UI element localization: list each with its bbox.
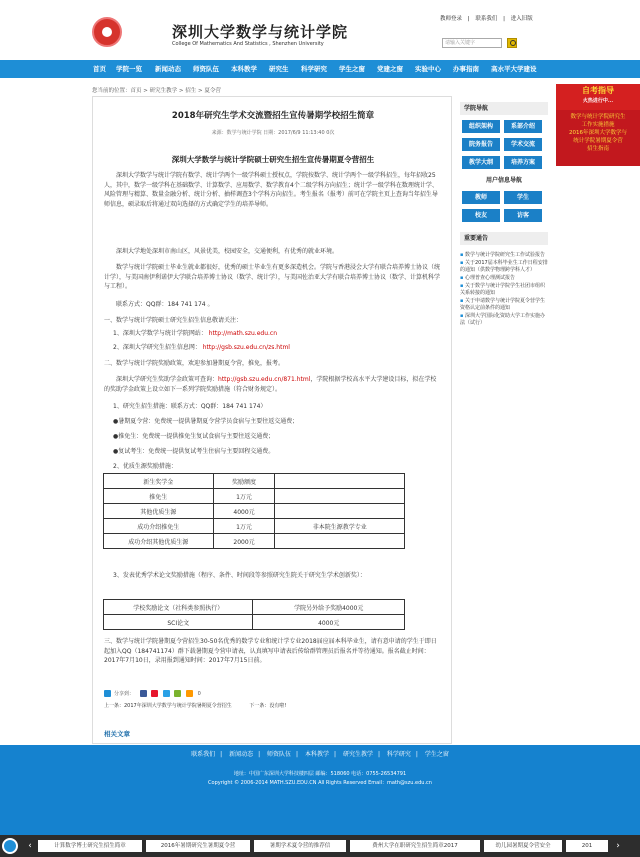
sidebar-btn-visitor[interactable]: 访客 — [504, 209, 542, 222]
notice-item[interactable]: ▪ 心理普查心理测试报告 — [460, 275, 548, 282]
footer-link[interactable]: 新闻动态 — [229, 751, 254, 758]
more-share-icon[interactable] — [186, 690, 193, 697]
table-cell: 学校奖励论文（社科类参照执行） — [104, 600, 253, 615]
policy-link[interactable]: http://gsb.szu.edu.cn/871.html — [218, 376, 311, 383]
table-row — [104, 519, 405, 534]
paragraph-intro: 深圳大学数学与统计学院有数学、统计学两个一级学科硕士授权点，学院按数学、统计学两个一级学科招生，每年招收25人，其中，数学一级学科在基础数学、计算数学、应用数学、数学教育4个二级学科方向招生；统计学一级学科在数理统计学、风险管理与精算、数量金融分析、统计分析、抽样调查3个学科方向招生。考生报名（报考）前可在学院主页上查询当年招生导师信息，硕录取后将通过双向选择的方式确定学生的培养导师。 — [104, 172, 438, 208]
policy-text-tail: ，学院根据学校高水平大学建设目标，拟在学校的奖助学金政策上设立如下一系列学院奖励措施（符合财务规定）。 — [104, 376, 437, 393]
ticker-logo-icon[interactable] — [2, 838, 18, 854]
table-cell: 推免生 — [104, 489, 214, 504]
next-article-link[interactable]: 下一条：没有啦! — [249, 703, 287, 709]
section-2-paragraph — [104, 375, 440, 394]
main-nav — [0, 60, 640, 78]
ticker-item[interactable]: 201 — [566, 840, 608, 852]
section-2-heading: 二、数学与统计学院奖励政策，欢迎参加暑期夏令营，推免，报考。 — [104, 360, 285, 367]
section-1-item-2 — [113, 343, 433, 353]
nav-college[interactable]: 学院一览 — [116, 65, 142, 73]
ad-line: 数学与统计学院研究生 — [570, 114, 626, 120]
ticker-next-icon[interactable]: › — [616, 841, 620, 851]
sidebar-btn-depts[interactable]: 系部介绍 — [504, 120, 542, 133]
university-seal-logo[interactable] — [92, 17, 122, 47]
section-1-item-1 — [113, 329, 433, 339]
sidebar-user-title: 用户信息导航 — [460, 174, 548, 187]
separator: | — [503, 16, 505, 22]
footer-link[interactable]: 联系我们 — [191, 751, 216, 758]
sidebar-notice-title: 重要通告 — [460, 232, 548, 245]
ad-graduate-banner[interactable] — [556, 110, 640, 166]
policy-text: 深圳大学研究生奖助学金政策可查询： — [116, 376, 219, 383]
nav-research[interactable]: 科学研究 — [301, 65, 327, 73]
section-1-heading: 一、数学与统计学院硕士研究生招生信息敬请关注： — [104, 317, 243, 324]
table-cell: 学院另外给予奖励4000元 — [253, 600, 405, 615]
footer-address: 地址：中国广东深圳大学科技楼四层 邮编：518060 电话：0755-26534791 — [233, 771, 407, 777]
notice-item[interactable]: ▪ 关于数学与统计学院学生社团市组织关系转接的通知 — [460, 283, 548, 297]
notice-item[interactable]: ▪ 关于2017届本科毕业生工作日程安排的通知（供数学物理跨学科人才） — [460, 260, 548, 274]
search-input[interactable]: 请输入关键字 — [442, 38, 502, 48]
bullet-summer-camp: ●暑期夏令营：免费统一提供暑期夏令营学员食宿与主要往返交通费； — [113, 418, 299, 425]
table-row — [104, 600, 405, 615]
table-cell — [275, 534, 405, 549]
nav-high-level[interactable]: 高水平大学建设 — [491, 65, 537, 73]
table-header: 奖励额度 — [213, 474, 275, 489]
share-label: 分享到： — [114, 691, 135, 697]
table-cell: 2000元 — [213, 534, 275, 549]
nav-home[interactable]: 首页 — [93, 65, 106, 73]
main-content — [90, 80, 550, 745]
share-count: 0 — [197, 691, 201, 697]
notice-item[interactable]: ▪ 深圳大学国际化资助大学工作实施办法（试行） — [460, 313, 548, 327]
weibo-share-icon[interactable] — [151, 690, 158, 697]
contact-qq: 联系方式：QQ群：184 741 174 。 — [116, 301, 214, 308]
related-articles-title: 相关文章 — [104, 730, 130, 738]
ticker-item[interactable]: 暑期学术夏令营的推荐信 — [254, 840, 346, 852]
notice-list — [460, 252, 548, 328]
table-cell — [275, 489, 405, 504]
table-cell: 成功介绍推免生 — [104, 519, 214, 534]
sidebar-nav-title: 学院导航 — [460, 102, 548, 115]
sidebar-btn-alumni[interactable]: 校友 — [462, 209, 500, 222]
nav-news[interactable]: 新闻动态 — [155, 65, 181, 73]
footer-copyright: Copyright © 2006-2014 MATH.SZU.EDU.CN All Rights Reserved Email：math@szu.edu.cn — [208, 780, 432, 786]
prev-next — [104, 702, 286, 709]
site-logo-title[interactable]: 深圳大学数学与统计学院 — [172, 23, 349, 41]
table-cell: 成功介绍其他优质生源 — [104, 534, 214, 549]
footer-link[interactable]: 本科教学 — [304, 751, 329, 758]
table-note-cell: 非本院生源教学专业 — [275, 519, 405, 534]
table-cell: 1万元 — [213, 519, 275, 534]
nav-party[interactable]: 党建之窗 — [377, 65, 403, 73]
table-cell: 其他优质生源 — [104, 504, 214, 519]
notice-item[interactable]: ▪ 关于申请数学与统计学院夏令营学生资格认定前条件的通知 — [460, 298, 548, 312]
table-cell: 4000元 — [253, 615, 405, 630]
footer-links: 联系我们 | 新闻动态 | 师资队伍 | 本科教学 | 研究生教学 | 科学研究 | 学生之窗 — [191, 751, 449, 758]
ticker-item[interactable]: 费州大学在职研究生招生简章2017 — [350, 840, 480, 852]
teacher-login-link[interactable]: 教师登录 — [440, 16, 463, 22]
ticker-item[interactable]: 2016年暑期研究生暑期夏令营 — [146, 840, 250, 852]
qzone-share-icon[interactable] — [140, 690, 147, 697]
sidebar-btn-program[interactable]: 培养方案 — [504, 156, 542, 169]
table-row — [104, 504, 405, 519]
gsb-site-link[interactable]: http://gsb.szu.edu.cn/zs.html — [202, 344, 290, 351]
article-meta: 来源：数学与统计学院 日期：2017/6/9 11:13:40 0次 — [211, 130, 335, 136]
prev-article-link[interactable]: 上一条：2017年深圳大学数学与统计学院暑期夏令营招生 — [104, 703, 232, 709]
math-site-link[interactable]: http://math.szu.edu.cn — [208, 330, 278, 337]
table-row — [104, 615, 405, 630]
table-cell: 1万元 — [213, 489, 275, 504]
separator: | — [467, 16, 470, 22]
paper-reward-table — [103, 599, 405, 630]
footer-link[interactable]: 学生之窗 — [424, 751, 449, 758]
ad-self-study-banner[interactable] — [556, 84, 640, 110]
footer-info — [0, 770, 640, 788]
ticker-prev-icon[interactable]: ‹ — [28, 841, 32, 851]
table-row — [104, 474, 405, 489]
item-label: 2、深圳大学研究生招生信息网： — [113, 344, 201, 351]
ad-title: 自考指导 — [582, 85, 614, 95]
nav-graduate[interactable]: 研究生 — [269, 65, 289, 73]
nav-guide[interactable]: 办事指南 — [453, 65, 479, 73]
footer-link[interactable]: 科学研究 — [386, 751, 411, 758]
table-cell: 4000元 — [213, 504, 275, 519]
article-title: 2018年研究生学术交流暨招生宣传暑期学校招生简章 — [171, 111, 375, 121]
section-3-paragraph: 三、数学与统计学院暑期夏令营招生30-50名优秀的数学专业和统计学专业2018届应届本科毕业生，请有意申请的学生于即日起加入QQ（184741174）群下载暑期夏令营申请表，认真填写申请表后传给群管理员后报名并等待通知。报名截止时间：2017年7月10日，录用报到通知时间：2017年7月15日前。 — [104, 638, 437, 664]
sidebar-btn-exchange[interactable]: 学术交流 — [504, 138, 542, 151]
tencent-weibo-share-icon[interactable] — [163, 690, 170, 697]
table-cell — [275, 504, 405, 519]
sidebar-btn-reports[interactable]: 院务报告 — [462, 138, 500, 151]
ticker-item[interactable]: 计算数学博士研究生招生简章 — [38, 840, 142, 852]
table-cell: SCI论文 — [104, 615, 253, 630]
paragraph-employment: 数学与统计学院硕士毕业生就业都很好，优秀的硕士毕业生有更多深造机会。学院与香港浸会大学有联合培养博士协议（统计学），与美国南伊利诺伊大学联合培养博士协议（数学、统计学），与美国佐治亚大学有联合培养博士协议（数学、计算机科学与工程）。 — [104, 264, 441, 290]
section-2-item-1: 1、研究生招生措施：联系方式：QQ群：184 741 174） — [113, 403, 267, 410]
share-bar — [104, 690, 201, 697]
article-subtitle: 深圳大学数学与统计学院硕士研究生招生宣传暑期夏令营招生 — [171, 155, 375, 164]
sidebar-btn-student[interactable]: 学生 — [504, 191, 542, 204]
sidebar-btn-syllabus[interactable]: 教学大纲 — [462, 156, 500, 169]
breadcrumb: 您当前的位置：首页 > 研究生教学 > 招生 > 夏令营 — [92, 88, 221, 94]
share-icon[interactable] — [104, 690, 111, 697]
ticker-item[interactable]: 幼儿园暑期夏令营安全 — [484, 840, 562, 852]
nav-undergrad[interactable]: 本科教学 — [231, 65, 257, 73]
site-footer — [0, 745, 640, 835]
site-logo-subtitle: College Of Mathematics And Statistics , Shenzhen University — [172, 41, 324, 47]
bullet-recommended: ●推免生：免费统一提供推免生复试食宿与主要往返交通费； — [113, 433, 275, 440]
nav-students[interactable]: 学生之窗 — [339, 65, 365, 73]
old-version-link[interactable]: 进入旧版 — [510, 16, 533, 22]
renren-share-icon[interactable] — [174, 690, 181, 697]
top-links — [440, 14, 537, 22]
section-2-item-2: 2、优质生源奖励措施： — [113, 463, 177, 470]
ad-line: 工作实施措施 — [581, 122, 615, 128]
table-row — [104, 534, 405, 549]
sidebar-btn-org[interactable]: 组织架构 — [462, 120, 500, 133]
sidebar-btn-teacher[interactable]: 教师 — [462, 191, 500, 204]
bullet-reexam: ●复试考生：免费统一提供复试考生住宿与主要回程交通费。 — [113, 448, 275, 455]
notice-item[interactable]: ▪ 数学与统计学院研究生工作试验报告 — [460, 252, 548, 259]
paragraph-location: 深圳大学地处深圳市南山区，风景优美，校园安全，交通便利，有优秀的就业环境。 — [116, 248, 339, 255]
table-cell — [275, 474, 405, 489]
table-header: 新生奖学金 — [104, 474, 214, 489]
reward-table — [103, 473, 405, 549]
footer-link[interactable]: 师资队伍 — [267, 751, 292, 758]
nav-faculty[interactable]: 师资队伍 — [193, 65, 219, 73]
ad-line: 招生指南 — [586, 146, 609, 152]
footer-link[interactable]: 研究生教学 — [342, 751, 373, 758]
ad-subtitle: 火热进行中... — [582, 98, 614, 104]
table-row — [104, 489, 405, 504]
contact-us-link[interactable]: 联系我们 — [475, 16, 498, 22]
ad-line: 2016年深圳大学数学与 — [569, 130, 627, 136]
search-icon[interactable] — [507, 38, 517, 48]
item-label: 1、深圳大学数学与统计学院网站： — [113, 330, 207, 337]
article — [92, 96, 452, 744]
section-2-item-3: 3、发表优秀学术论文奖励措施（程序、条件、时间段等参照研究生院关于研究生学术创新奖）： — [113, 572, 366, 579]
site-header — [0, 0, 640, 60]
nav-lab[interactable]: 实验中心 — [415, 65, 441, 73]
ad-line: 统计学院暑期夏令营 — [573, 138, 623, 144]
bottom-ticker — [0, 835, 640, 857]
